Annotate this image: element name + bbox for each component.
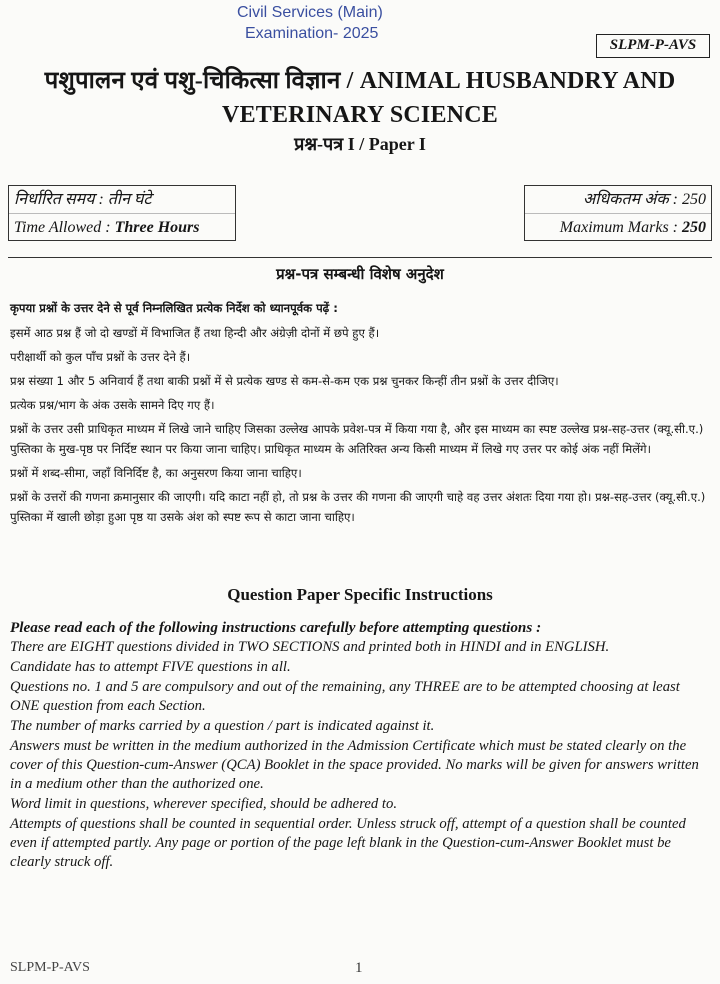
time-value: Three Hours	[114, 219, 200, 236]
hindi-instruction-item: प्रश्नों में शब्द-सीमा, जहाँ विनिर्दिष्ट है, का अनुसरण किया जाना चाहिए।	[10, 466, 302, 480]
hindi-instruction-item: इसमें आठ प्रश्न हैं जो दो खण्डों में विभाजित हैं तथा हिन्दी और अंग्रेज़ी दोनों में छपे हुए हैं।	[10, 326, 380, 340]
paper-title	[0, 64, 720, 132]
title-line-1: पशुपालन एवं पशु-चिकित्सा विज्ञान / ANIMAL HUSBANDRY AND	[44, 68, 676, 94]
time-allowed-box	[8, 185, 236, 241]
hindi-instruction-item: प्रश्न संख्या 1 और 5 अनिवार्य हैं तथा बाकी प्रश्नों में से प्रत्येक खण्ड से कम-से-कम एक प्रश्न चुनकर किन्हीं तीन प्रश्नों के उत्तर दीजिए।	[10, 374, 559, 388]
english-instructions-heading: Question Paper Specific Instructions	[227, 585, 493, 604]
english-instruction-item: Answers must be written in the medium authorized in the Admission Certificate which must be stated clearly on the cover of this Question-cum-Answer (QCA) Booklet in the space provided. No marks will be given for answers written in a medium other than the authorized one.	[10, 738, 699, 792]
hindi-instructions-heading: प्रश्न-पत्र सम्बन्धी विशेष अनुदेश	[276, 265, 444, 283]
english-instruction-item: Candidate has to attempt FIVE questions in all.	[10, 659, 291, 675]
time-label: Time Allowed :	[14, 219, 115, 236]
hindi-instruction-item: प्रश्नों के उत्तर उसी प्राधिकृत माध्यम में लिखे जाने चाहिए जिसका उल्लेख आपके प्रवेश-पत्र में किया गया है, और इस माध्यम का स्पष्ट उल्लेख प्रश्न-सह-उत्तर (क्यू.सी.ए.) पुस्तिका के मुख-पृष्ठ पर निर्दिष्ट स्थान पर किया जाना चाहिए। प्राधिकृत माध्यम के अतिरिक्त अन्य किसी माध्यम में लिखे गए उत्तर पर कोई अंक नहीं मिलेंगे।	[10, 422, 704, 456]
english-instruction-item: The number of marks carried by a question / part is indicated against it.	[10, 718, 435, 734]
divider	[8, 257, 712, 258]
hindi-instruction-item: परीक्षार्थी को कुल पाँच प्रश्नों के उत्तर देने हैं।	[10, 350, 191, 364]
marks-label: Maximum Marks :	[559, 219, 682, 236]
time-allowed-hindi: निर्धारित समय : तीन घंटे	[14, 191, 152, 208]
maximum-marks-english	[525, 213, 711, 241]
paper-code-box: SLPM-P-AVS	[596, 34, 710, 58]
page-number: 1	[355, 960, 363, 976]
exam-stamp	[237, 2, 397, 44]
english-instruction-item: Questions no. 1 and 5 are compulsory and out of the remaining, any THREE are to be attempted choosing at least ONE question from each Section.	[10, 679, 680, 714]
english-instruction-item: There are EIGHT questions divided in TWO SECTIONS and printed both in HINDI and in ENGLISH.	[10, 639, 610, 655]
hindi-instructions-list	[10, 298, 710, 531]
time-allowed-english	[9, 213, 235, 241]
footer-paper-code: SLPM-P-AVS	[10, 960, 90, 975]
marks-value: 250	[682, 219, 706, 236]
hindi-instructions-lead: कृपया प्रश्नों के उत्तर देने से पूर्व निम्नलिखित प्रत्येक निर्देश को ध्यानपूर्वक पढ़ें :	[10, 301, 338, 315]
maximum-marks-box	[524, 185, 712, 241]
english-instructions-lead: Please read each of the following instructions carefully before attempting questions :	[10, 619, 542, 636]
paper-number: प्रश्न-पत्र I / Paper I	[294, 134, 426, 154]
title-line-2: VETERINARY SCIENCE	[222, 102, 498, 128]
english-instruction-item: Attempts of questions shall be counted in sequential order. Unless struck off, attempt of a question shall be counted even if attempted partly. Any page or portion of the page left blank in the Question-cum-Answer Booklet must be clearly struck off.	[10, 816, 686, 870]
hindi-instruction-item: प्रत्येक प्रश्न/भाग के अंक उसके सामने दिए गए हैं।	[10, 398, 215, 412]
stamp-line-2: Examination- 2025	[245, 25, 379, 42]
stamp-line-1: Civil Services (Main)	[237, 4, 383, 21]
english-instructions-list	[10, 618, 712, 873]
hindi-instruction-item: प्रश्नों के उत्तरों की गणना क्रमानुसार की जाएगी। यदि काटा नहीं हो, तो प्रश्न के उत्तर की गणना की जाएगी चाहे वह उत्तर अंशतः दिया गया हो। प्रश्न-सह-उत्तर (क्यू.सी.ए.) पुस्तिका में खाली छोड़ा हुआ पृष्ठ या उसके अंश को स्पष्ट रूप से काटा जाना चाहिए।	[10, 490, 706, 524]
english-instruction-item: Word limit in questions, wherever specified, should be adhered to.	[10, 796, 397, 812]
maximum-marks-hindi: अधिकतम अंक : 250	[582, 191, 706, 208]
